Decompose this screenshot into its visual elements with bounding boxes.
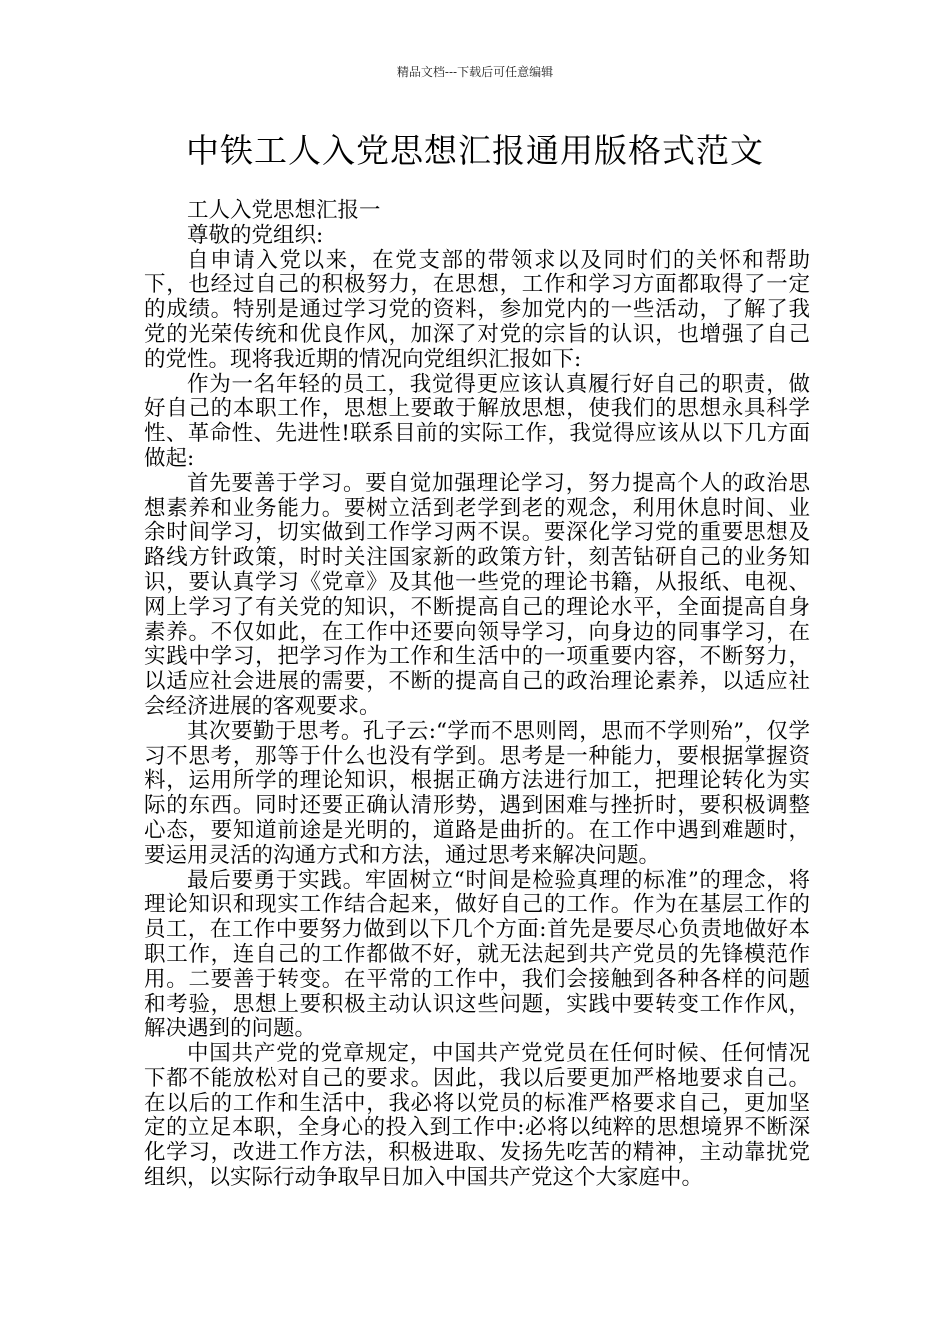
header-note: 精品文档---下载后可任意编辑 [396,65,554,79]
paragraph-thinking: 其次要勤于思考。孔子云:“学而不思则罔，思而不学则殆”，仅学习不思考，那等于什么也没有学到。思考是一种能力，要根据掌握资料，运用所学的理论知识，根据正确方法进行加工，把理论转化为实际的东西。同时还要正确认清形势，遇到困难与挫折时，要积极调整心态，要知道前途是光明的，道路是曲折的。在工作中遇到难题时，要运用灵活的沟通方式和方法，通过思考来解决问题。 [144,718,810,868]
salutation: 尊敬的党组织: [187,222,324,248]
section-heading: 工人入党思想汇报一 [187,198,381,223]
paragraph-practice: 最后要勇于实践。牢固树立“时间是检验真理的标准”的理念，将理论知识和现实工作结合起来，做好自己的工作。作为在基层工作的员工，在工作中要努力做到以下几个方面:首先是要尽心负责地做好本职工作，连自己的工作都做不好，就无法起到共产党员的先锋模范作用。二要善于转变。在平常的工作中，我们会接触到各种各样的问题和考验，思想上要积极主动认识这些问题，实践中要转变工作作风，解决遇到的问题。 [144,867,810,1042]
paragraph-role: 作为一名年轻的员工，我觉得更应该认真履行好自己的职责，做好自己的本职工作，思想上要敢于解放思想，使我们的思想永具科学性、革命性、先进性!联系目前的实际工作，我觉得应该从以下几方面做起: [144,371,810,471]
paragraph-intro: 自申请入党以来，在党支部的带领求以及同时们的关怀和帮助下，也经过自己的积极努力，在思想，工作和学习方面都取得了一定的成绩。特别是通过学习党的资料，参加党内的一些活动，了解了我党的光荣传统和优良作风，加深了对党的宗旨的认识，也增强了自己的党性。现将我近期的情况向党组织汇报如下: [144,247,810,372]
paragraph-conclusion: 中国共产党的党章规定，中国共产党党员在任何时候、任何情况下都不能放松对自己的要求。因此，我以后要更加严格地要求自己。在以后的工作和生活中，我必将以党员的标准严格要求自己，更加坚定的立足本职，全身心的投入到工作中:必将以纯粹的思想境界不断深化学习，改进工作方法，积极进取、发扬先吃苦的精神，主动靠扰党组织，以实际行动争取早日加入中国共产党这个大家庭中。 [144,1041,810,1191]
paragraph-study: 首先要善于学习。要自觉加强理论学习，努力提高个人的政治思想素养和业务能力。要树立活到老学到老的观念，利用休息时间、业余时间学习，切实做到工作学习两不误。要深化学习党的重要思想及路线方针政策，时时关注国家新的政策方针，刻苦钻研自己的业务知识，要认真学习《党章》及其他一些党的理论书籍，从报纸、电视、网上学习了有关党的知识，不断提高自己的理论水平，全面提高自身素养。不仅如此，在工作中还要向领导学习，向身边的同事学习，在实践中学习，把学习作为工作和生活中的一项重要内容，不断努力，以适应社会进展的需要，不断的提高自己的政治理论素养，以适应社会经济进展的客观要求。 [144,470,810,719]
document-title: 中铁工人入党思想汇报通用版格式范文 [186,131,764,170]
document-body [144,199,810,1191]
